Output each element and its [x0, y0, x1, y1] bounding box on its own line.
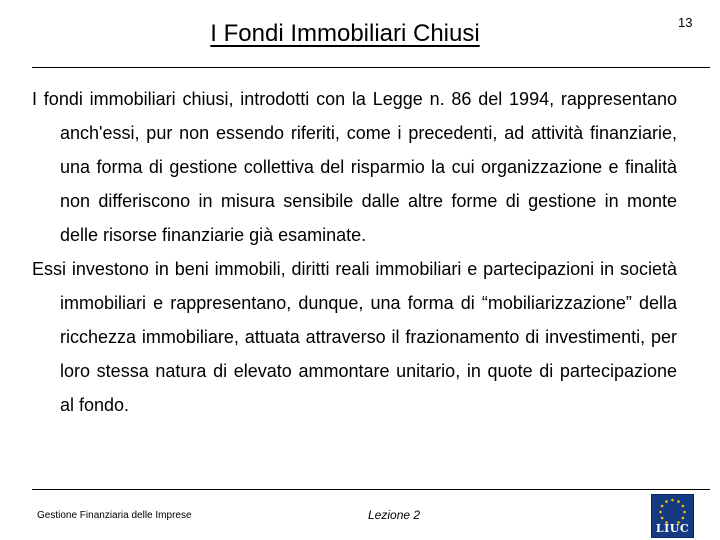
paragraph-lead: I fondi immobiliari chiusi [32, 89, 229, 109]
slide-body [32, 82, 677, 422]
paragraph-text: , introdotti con la Legge n. 86 del 1994, rappresentano anch'essi, pur non essendo riferiti, come i precedenti, ad attività finanziarie, una forma di gestione collettiva del risparmio la cui organizzazione e finalità non differiscono in misura sensibile dalle altre forme di gestione in monte delle risorse finanziarie già esaminate. [60, 89, 677, 245]
footer-lesson-label: Lezione 2 [368, 508, 421, 522]
star-ring-icon [652, 495, 693, 525]
title-divider [32, 67, 710, 68]
footer-course-name: Gestione Finanziaria delle Imprese [37, 510, 192, 521]
page-number: 13 [678, 15, 693, 30]
paragraph-fondi [32, 82, 677, 252]
logo-text: LIUC [655, 522, 690, 535]
paragraph-investimenti: Essi investono in beni immobili, diritti reali immobiliari e partecipazioni in società immobiliari e rappresentano, dunque, una forma di “mobiliarizzazione” della ricchezza immobiliare, attuata attraverso il frazionamento di investimenti, per loro stessa natura di elevato ammontare unitario, in quote di partecipazione al fondo. [32, 259, 677, 415]
liuc-logo-icon [651, 494, 694, 538]
slide-title: I Fondi Immobiliari Chiusi [210, 20, 480, 47]
footer-divider [32, 489, 710, 490]
